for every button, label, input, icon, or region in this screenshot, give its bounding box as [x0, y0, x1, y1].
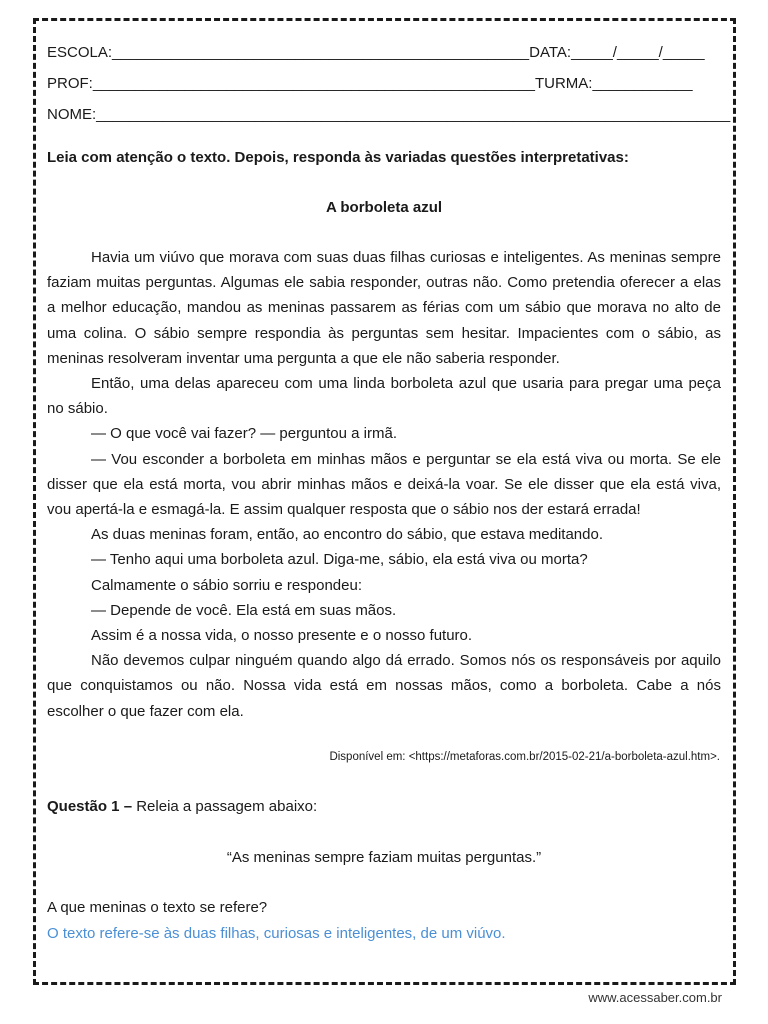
teacher-class-line: PROF:_____________________________________________________TURMA:____________	[47, 75, 693, 92]
story-paragraph: Não devemos culpar ninguém quando algo dá errado. Somos nós os responsáveis por aquilo que conquistamos ou não. Nossa vida está em nossas mãos, como a borboleta. Cabe a nós escolher o que fazer com ela.	[47, 652, 721, 720]
source-citation: Disponível em: <https://metaforas.com.br/2015-02-21/a-borboleta-azul.htm>.	[329, 751, 720, 763]
story-body	[47, 245, 721, 724]
story-title: A borboleta azul	[325, 199, 443, 216]
question-1-answer: O texto refere-se às duas filhas, curiosas e inteligentes, de um viúvo.	[47, 925, 506, 942]
story-paragraph: — Tenho aqui uma borboleta azul. Diga-me, sábio, ela está viva ou morta?	[91, 551, 588, 569]
student-name-line: NOME:____________________________________________________________________________	[47, 106, 731, 123]
question-1-label: Questão 1 –	[47, 798, 133, 815]
question-1-prompt: Releia a passagem abaixo:	[132, 798, 318, 815]
question-1-text: A que meninas o texto se refere?	[47, 899, 268, 916]
story-paragraph: — Depende de você. Ela está em suas mãos.	[91, 601, 397, 619]
school-date-line: ESCOLA:__________________________________________________DATA:_____/_____/_____	[47, 44, 705, 61]
story-paragraph: — O que você vai fazer? — perguntou a irmã.	[91, 425, 397, 443]
story-paragraph: As duas meninas foram, então, ao encontro do sábio, que estava meditando.	[91, 526, 603, 544]
footer-website: www.acessaber.com.br	[588, 990, 722, 1005]
story-paragraph: Havia um viúvo que morava com suas duas filhas curiosas e inteligentes. As meninas sempre faziam muitas perguntas. Algumas ele sabia responder, outras não. Como pretendia oferecer a elas a melhor educação, mandou as meninas passarem as férias com um sábio que morava no alto de uma colina. O sábio sempre respondia às perguntas sem hesitar. Impacientes com o sábio, as meninas resolveram inventar uma pergunta a que ele não saberia responder.	[47, 249, 721, 367]
story-paragraph: Então, uma delas apareceu com uma linda borboleta azul que usaria para pregar uma peça no sábio.	[47, 375, 721, 418]
quoted-passage: “As meninas sempre faziam muitas perguntas.”	[226, 849, 542, 866]
story-paragraph: — Vou esconder a borboleta em minhas mãos e perguntar se ela está viva ou morta. Se ele disser que ela está morta, vou abrir minhas mãos e deixá-la voar. Se ele disser que ela está viva, vou apertá-la e esmagá-la. E assim qualquer resposta que o sábio nos der estará errada!	[47, 450, 721, 519]
instructions: Leia com atenção o texto. Depois, responda às variadas questões interpretativas:	[47, 149, 629, 166]
question-1-heading	[47, 798, 317, 815]
story-paragraph: Assim é a nossa vida, o nosso presente e o nosso futuro.	[91, 627, 473, 645]
story-paragraph: Calmamente o sábio sorriu e respondeu:	[91, 576, 362, 594]
